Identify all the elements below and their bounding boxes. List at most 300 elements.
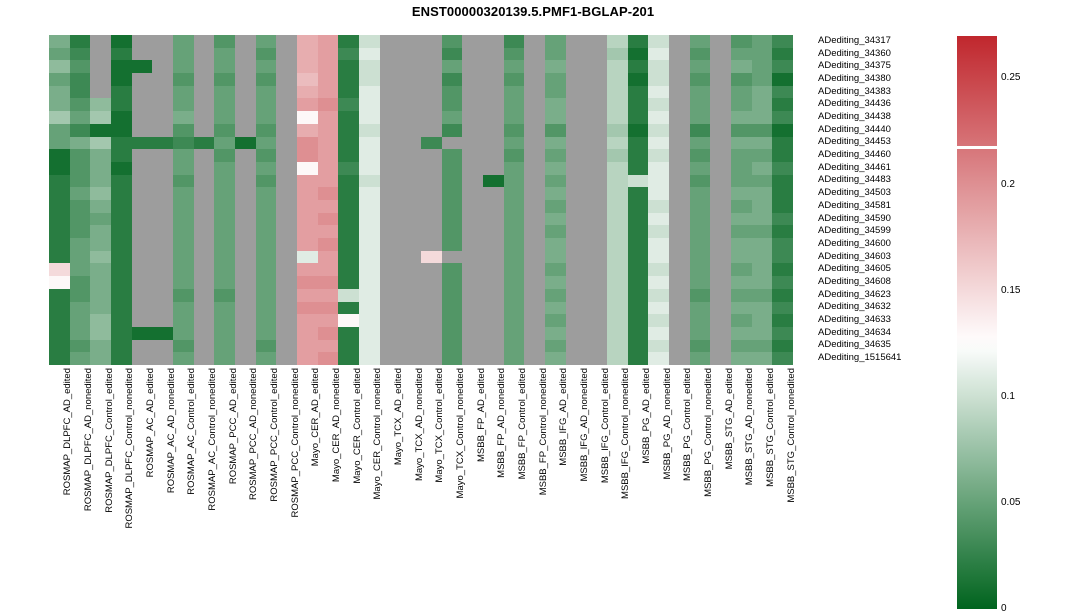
heatmap-cell	[772, 175, 793, 188]
heatmap-cell	[462, 251, 483, 264]
heatmap-cell	[524, 175, 545, 188]
heatmap-cell	[442, 124, 463, 137]
heatmap-cell	[194, 162, 215, 175]
heatmap-cell	[235, 162, 256, 175]
heatmap-cell	[586, 98, 607, 111]
column-label	[766, 368, 775, 487]
heatmap-cell	[400, 200, 421, 213]
heatmap-cell	[214, 251, 235, 264]
heatmap-cell	[214, 200, 235, 213]
heatmap-cell	[235, 225, 256, 238]
heatmap-cell	[276, 60, 297, 73]
heatmap-cell	[90, 276, 111, 289]
heatmap-cell	[710, 314, 731, 327]
column-label-text: ROSMAP_DLPFC_AD_nonedited	[83, 368, 94, 512]
colorbar-tick-label: 0.2	[1001, 178, 1015, 190]
heatmap-cell	[442, 289, 463, 302]
heatmap-cell	[752, 200, 773, 213]
heatmap-cell	[421, 175, 442, 188]
heatmap-cell	[132, 200, 153, 213]
column-label	[105, 368, 114, 513]
heatmap-cell	[504, 98, 525, 111]
heatmap-cell	[70, 200, 91, 213]
column-label	[725, 368, 734, 469]
heatmap-cell	[752, 302, 773, 315]
heatmap-cell	[173, 289, 194, 302]
heatmap-cell	[628, 251, 649, 264]
row-label: ADediting_34461	[818, 161, 891, 173]
heatmap-cell	[545, 187, 566, 200]
heatmap-cell	[90, 263, 111, 276]
heatmap-cell	[504, 149, 525, 162]
heatmap-cell	[483, 225, 504, 238]
heatmap-cell	[359, 175, 380, 188]
heatmap-cell	[49, 149, 70, 162]
heatmap-cell	[566, 327, 587, 340]
heatmap-cell	[607, 251, 628, 264]
heatmap-cell	[545, 289, 566, 302]
heatmap-cell	[359, 111, 380, 124]
heatmap-cell	[772, 149, 793, 162]
heatmap-cell	[421, 302, 442, 315]
column-label-axis	[49, 368, 797, 608]
heatmap-cell	[49, 327, 70, 340]
heatmap-cell	[318, 98, 339, 111]
column-label-text: MSBB_PG_Control_edited	[682, 368, 694, 482]
column-label-text: Mayo_CER_AD_nonedited	[331, 368, 342, 483]
heatmap-cell	[607, 238, 628, 251]
heatmap-cell	[235, 124, 256, 137]
column-label	[394, 368, 403, 465]
row-label: ADediting_34380	[818, 72, 891, 84]
heatmap-cell	[586, 60, 607, 73]
heatmap-cell	[462, 213, 483, 226]
heatmap-cell	[772, 111, 793, 124]
heatmap-cell	[256, 340, 277, 353]
heatmap-cell	[545, 35, 566, 48]
heatmap-cell	[628, 124, 649, 137]
heatmap-cell	[628, 327, 649, 340]
heatmap-cell	[359, 213, 380, 226]
heatmap-cell	[566, 352, 587, 365]
heatmap-cell	[545, 238, 566, 251]
heatmap-cell	[772, 263, 793, 276]
heatmap-cell	[442, 276, 463, 289]
column-label	[249, 368, 258, 500]
heatmap-cell	[772, 137, 793, 150]
heatmap-cell	[586, 149, 607, 162]
row-label: ADediting_34599	[818, 225, 891, 237]
heatmap-cell	[752, 276, 773, 289]
heatmap-cell	[483, 86, 504, 99]
heatmap-cell	[318, 302, 339, 315]
heatmap-cell	[462, 111, 483, 124]
heatmap-cell	[772, 251, 793, 264]
row-label: ADediting_34375	[818, 60, 891, 72]
heatmap-cell	[318, 340, 339, 353]
heatmap-cell	[90, 200, 111, 213]
heatmap-cell	[648, 238, 669, 251]
heatmap-cell	[669, 98, 690, 111]
heatmap-cell	[132, 48, 153, 61]
column-label	[497, 368, 506, 478]
heatmap-cell	[276, 238, 297, 251]
column-label	[435, 368, 444, 483]
heatmap-cell	[462, 124, 483, 137]
heatmap-cell	[566, 200, 587, 213]
heatmap-cell	[70, 251, 91, 264]
heatmap-cell	[483, 263, 504, 276]
heatmap-cell	[318, 238, 339, 251]
column-label-text: MSBB_STG_Control_edited	[765, 368, 776, 487]
heatmap-cell	[462, 276, 483, 289]
heatmap-cell	[690, 162, 711, 175]
heatmap-cell	[90, 149, 111, 162]
heatmap-cell	[380, 225, 401, 238]
heatmap-cell	[90, 327, 111, 340]
column-label-text: MSBB_PG_Control_nonedited	[703, 368, 714, 497]
column-label-text: MSBB_IFG_Control_nonedited	[620, 368, 632, 499]
heatmap-cell	[111, 124, 132, 137]
heatmap-cell	[338, 124, 359, 137]
heatmap-cell	[400, 149, 421, 162]
heatmap-cell	[380, 35, 401, 48]
heatmap-cell	[256, 137, 277, 150]
heatmap-cell	[276, 340, 297, 353]
heatmap-cell	[111, 35, 132, 48]
column-label	[291, 368, 300, 517]
heatmap-cell	[566, 73, 587, 86]
heatmap-cell	[49, 340, 70, 353]
heatmap-cell	[49, 60, 70, 73]
heatmap-cell	[49, 124, 70, 137]
heatmap-cell	[462, 187, 483, 200]
column-label	[311, 368, 320, 466]
heatmap-cell	[194, 302, 215, 315]
heatmap-cell	[752, 213, 773, 226]
heatmap-cell	[380, 187, 401, 200]
heatmap-cell	[214, 175, 235, 188]
heatmap-cell	[70, 149, 91, 162]
heatmap-cell	[462, 162, 483, 175]
heatmap-cell	[607, 340, 628, 353]
heatmap-cell	[132, 225, 153, 238]
heatmap-cell	[752, 124, 773, 137]
heatmap-cell	[400, 352, 421, 365]
heatmap-cell	[235, 327, 256, 340]
heatmap-cell	[690, 137, 711, 150]
column-label	[559, 368, 568, 466]
heatmap-cell	[607, 276, 628, 289]
heatmap-cell	[132, 314, 153, 327]
colorbar-tick-label: 0.05	[1001, 496, 1021, 508]
heatmap-cell	[70, 276, 91, 289]
heatmap-cell	[318, 187, 339, 200]
heatmap-cell	[338, 48, 359, 61]
heatmap-cell	[90, 352, 111, 365]
heatmap-cell	[173, 302, 194, 315]
heatmap-cell	[338, 35, 359, 48]
heatmap-cell	[318, 60, 339, 73]
heatmap-cell	[173, 137, 194, 150]
heatmap-cell	[111, 352, 132, 365]
heatmap-cell	[256, 175, 277, 188]
heatmap-cell	[49, 225, 70, 238]
heatmap-cell	[70, 263, 91, 276]
column-label-text: ROSMAP_AC_Control_edited	[186, 368, 198, 495]
column-label-text: ROSMAP_PCC_Control_nonedited	[289, 368, 301, 518]
row-label: ADediting_34600	[818, 237, 891, 249]
heatmap-cell	[318, 200, 339, 213]
heatmap-cell	[400, 124, 421, 137]
heatmap-cell	[462, 238, 483, 251]
heatmap-cell	[648, 276, 669, 289]
heatmap-cell	[400, 302, 421, 315]
heatmap-cell	[359, 73, 380, 86]
heatmap-cell	[607, 162, 628, 175]
heatmap-cell	[483, 60, 504, 73]
heatmap-cell	[710, 149, 731, 162]
heatmap-cell	[669, 314, 690, 327]
heatmap-cell	[421, 340, 442, 353]
heatmap-cell	[462, 86, 483, 99]
heatmap-cell	[318, 225, 339, 238]
heatmap-cell	[545, 200, 566, 213]
heatmap-cell	[297, 225, 318, 238]
heatmap-cell	[421, 289, 442, 302]
heatmap-cell	[710, 48, 731, 61]
heatmap-cell	[772, 187, 793, 200]
heatmap-cell	[504, 251, 525, 264]
heatmap-cell	[297, 137, 318, 150]
heatmap-cell	[400, 98, 421, 111]
heatmap-cell	[359, 238, 380, 251]
heatmap-cell	[442, 238, 463, 251]
heatmap-cell	[194, 111, 215, 124]
heatmap-cell	[566, 111, 587, 124]
heatmap-cell	[586, 48, 607, 61]
heatmap-cell	[173, 225, 194, 238]
heatmap-cell	[648, 35, 669, 48]
heatmap-cell	[276, 276, 297, 289]
heatmap-cell	[442, 213, 463, 226]
column-label	[84, 368, 93, 511]
heatmap-cell	[566, 302, 587, 315]
heatmap-cell	[359, 60, 380, 73]
heatmap-cell	[173, 340, 194, 353]
heatmap-cell	[338, 73, 359, 86]
heatmap-cell	[669, 162, 690, 175]
column-label	[373, 368, 382, 500]
heatmap-cell	[111, 162, 132, 175]
heatmap-cell	[731, 137, 752, 150]
column-label-text: ROSMAP_AC_Control_nonedited	[207, 368, 218, 511]
heatmap-cell	[194, 225, 215, 238]
heatmap-cell	[669, 187, 690, 200]
row-label: ADediting_34608	[818, 276, 891, 287]
heatmap-cell	[276, 48, 297, 61]
heatmap-cell	[545, 263, 566, 276]
heatmap-cell	[235, 352, 256, 365]
heatmap-cell	[276, 251, 297, 264]
heatmap-cell	[586, 314, 607, 327]
heatmap-cell	[338, 162, 359, 175]
heatmap-cell	[442, 111, 463, 124]
heatmap-cell	[400, 187, 421, 200]
heatmap-cell	[607, 352, 628, 365]
heatmap-cell	[752, 251, 773, 264]
heatmap-cell	[49, 175, 70, 188]
heatmap-cell	[772, 124, 793, 137]
heatmap-cell	[235, 137, 256, 150]
heatmap-cell	[628, 137, 649, 150]
heatmap-cell	[669, 276, 690, 289]
heatmap-cell	[194, 124, 215, 137]
heatmap-cell	[504, 60, 525, 73]
heatmap-cell	[111, 289, 132, 302]
heatmap-cell	[152, 124, 173, 137]
heatmap-cell	[338, 352, 359, 365]
heatmap-cell	[566, 137, 587, 150]
heatmap-cell	[276, 327, 297, 340]
heatmap-cell	[70, 314, 91, 327]
heatmap-cell	[90, 124, 111, 137]
heatmap-cell	[628, 225, 649, 238]
heatmap-cell	[524, 137, 545, 150]
heatmap-cell	[421, 48, 442, 61]
column-label	[167, 368, 176, 493]
heatmap-cell	[772, 35, 793, 48]
heatmap-cell	[483, 200, 504, 213]
heatmap-cell	[400, 137, 421, 150]
column-label	[601, 368, 610, 483]
heatmap-cell	[462, 60, 483, 73]
heatmap-cell	[731, 327, 752, 340]
heatmap-cell	[256, 73, 277, 86]
heatmap-cell	[318, 35, 339, 48]
heatmap-cell	[152, 263, 173, 276]
heatmap-cell	[648, 263, 669, 276]
heatmap-cell	[90, 98, 111, 111]
heatmap-cell	[710, 251, 731, 264]
heatmap-cell	[152, 137, 173, 150]
heatmap-cell	[194, 60, 215, 73]
heatmap-cell	[648, 86, 669, 99]
heatmap-cell	[442, 302, 463, 315]
heatmap-cell	[524, 289, 545, 302]
heatmap-cell	[380, 263, 401, 276]
heatmap-cell	[256, 302, 277, 315]
heatmap-cell	[90, 289, 111, 302]
heatmap-cell	[194, 48, 215, 61]
heatmap-cell	[504, 48, 525, 61]
heatmap-cell	[524, 263, 545, 276]
heatmap-cell	[318, 251, 339, 264]
row-label: ADediting_34603	[818, 250, 891, 262]
heatmap-cell	[710, 276, 731, 289]
heatmap-cell	[359, 327, 380, 340]
heatmap-cell	[173, 124, 194, 137]
heatmap-cell	[462, 289, 483, 302]
heatmap-cell	[628, 175, 649, 188]
heatmap-cell	[483, 175, 504, 188]
heatmap-cell	[297, 111, 318, 124]
heatmap-cell	[214, 289, 235, 302]
heatmap-cell	[524, 60, 545, 73]
heatmap-cell	[380, 251, 401, 264]
heatmap-cell	[173, 149, 194, 162]
heatmap-cell	[731, 73, 752, 86]
column-label-text: MSBB_STG_Control_nonedited	[785, 368, 797, 503]
heatmap-cell	[545, 73, 566, 86]
column-label-text: MSBB_FP_AD_nonedited	[496, 368, 508, 478]
heatmap-cell	[462, 352, 483, 365]
heatmap-cell	[710, 60, 731, 73]
heatmap-cell	[648, 340, 669, 353]
heatmap-cell	[49, 302, 70, 315]
heatmap-cell	[690, 98, 711, 111]
heatmap-cell	[235, 200, 256, 213]
heatmap-cell	[338, 149, 359, 162]
heatmap-cell	[173, 276, 194, 289]
heatmap-cell	[524, 251, 545, 264]
heatmap-cell	[421, 111, 442, 124]
column-label	[270, 368, 279, 502]
heatmap-cell	[483, 111, 504, 124]
heatmap-cell	[504, 35, 525, 48]
heatmap-cell	[338, 137, 359, 150]
heatmap-cell	[70, 238, 91, 251]
heatmap-cell	[752, 352, 773, 365]
heatmap-cell	[462, 175, 483, 188]
heatmap-cell	[586, 225, 607, 238]
column-label	[787, 368, 796, 503]
heatmap-cell	[194, 86, 215, 99]
heatmap-cell	[442, 327, 463, 340]
heatmap-cell	[400, 162, 421, 175]
heatmap-cell	[132, 124, 153, 137]
heatmap-cell	[70, 352, 91, 365]
heatmap-cell	[194, 175, 215, 188]
heatmap-cell	[628, 238, 649, 251]
heatmap-cell	[504, 162, 525, 175]
heatmap-cell	[772, 352, 793, 365]
heatmap-cell	[586, 327, 607, 340]
heatmap-cell	[235, 187, 256, 200]
heatmap-cell	[462, 73, 483, 86]
heatmap-cell	[49, 314, 70, 327]
heatmap-cell	[90, 187, 111, 200]
heatmap-cell	[524, 302, 545, 315]
heatmap-cell	[710, 137, 731, 150]
heatmap-cell	[566, 314, 587, 327]
heatmap-cell	[504, 137, 525, 150]
heatmap-cell	[214, 187, 235, 200]
column-label-text: Mayo_CER_AD_edited	[310, 368, 322, 467]
heatmap-cell	[70, 187, 91, 200]
heatmap-cell	[132, 162, 153, 175]
row-label: ADediting_1515641	[818, 352, 902, 364]
heatmap-cell	[421, 251, 442, 264]
column-label	[353, 368, 362, 484]
colorbar-tick-labels	[1001, 36, 1061, 614]
heatmap-cell	[772, 60, 793, 73]
heatmap-cell	[111, 251, 132, 264]
heatmap-cell	[152, 251, 173, 264]
heatmap-cell	[132, 111, 153, 124]
colorbar-tick-label: 0.1	[1001, 390, 1015, 402]
heatmap-cell	[70, 289, 91, 302]
